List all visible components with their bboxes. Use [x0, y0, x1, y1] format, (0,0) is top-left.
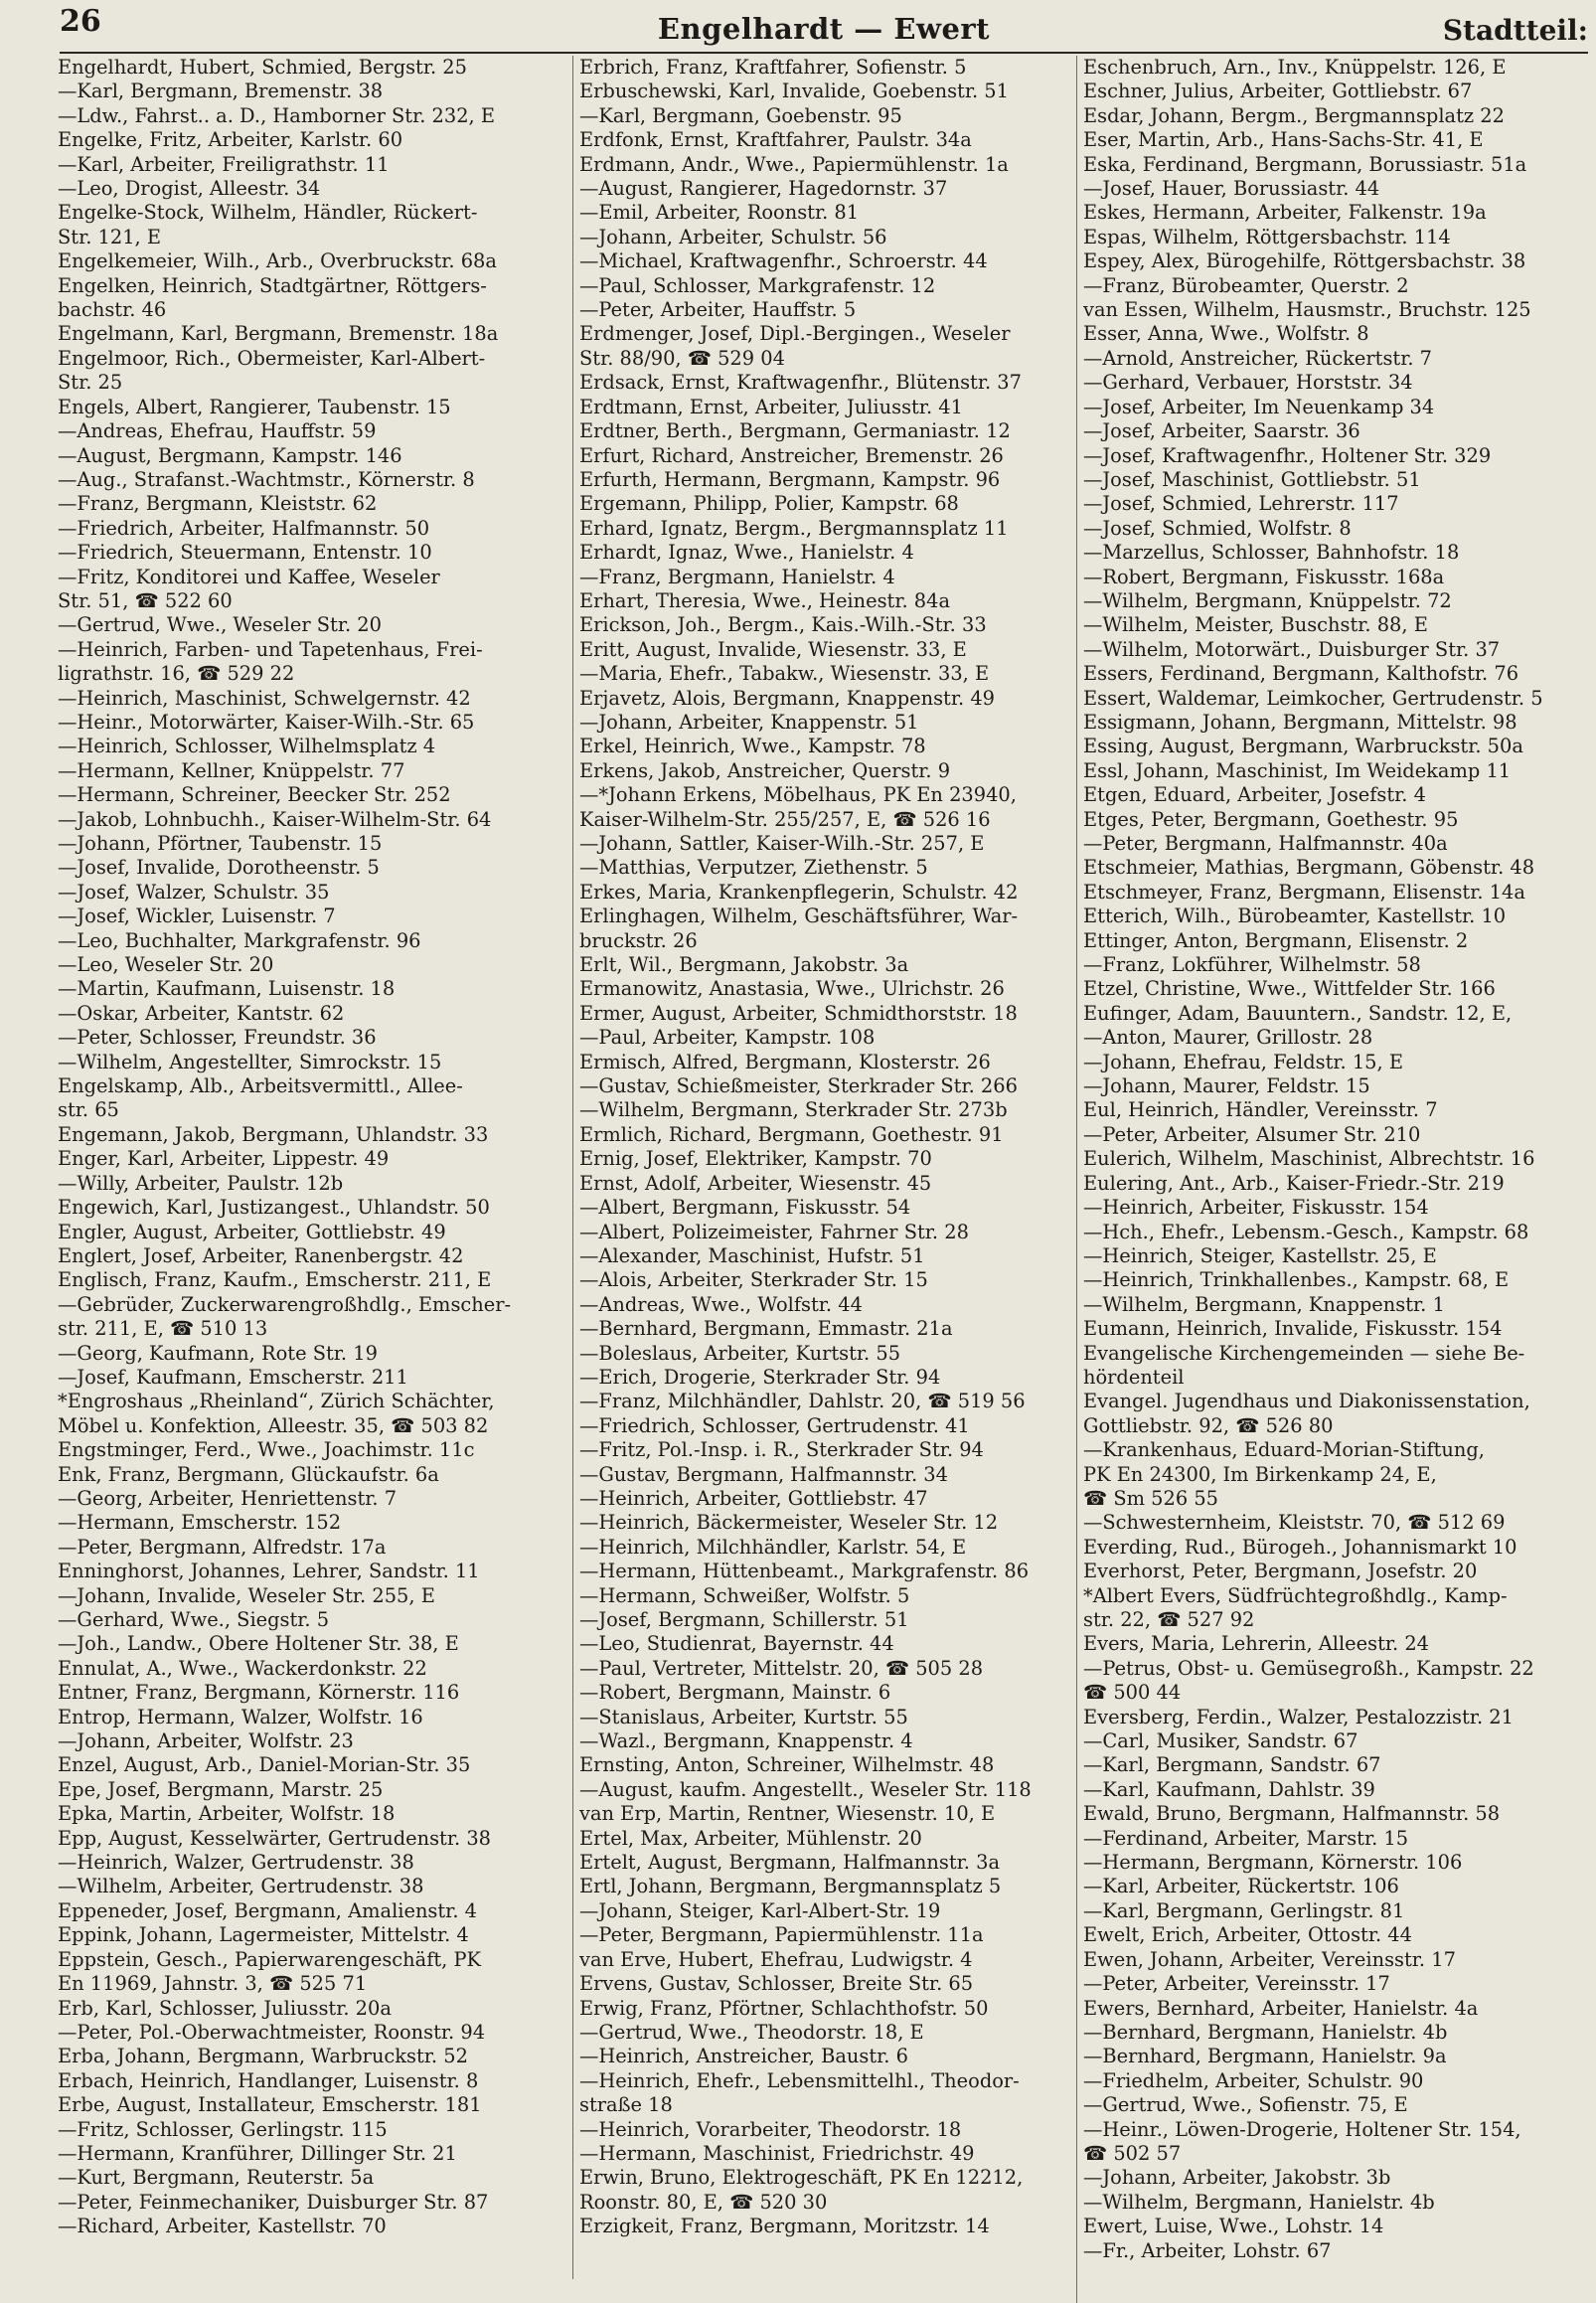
- directory-entry: —Leo, Studienrat, Bayernstr. 44: [579, 1632, 894, 1656]
- directory-entry: —Heinrich, Bäckermeister, Weseler Str. 12: [579, 1511, 999, 1535]
- directory-entry: Eppeneder, Josef, Bergmann, Amalienstr. 4: [58, 1898, 477, 1922]
- directory-entry: —Karl, Bergmann, Bremenstr. 38: [58, 80, 384, 103]
- directory-entry: —Josef, Wickler, Luisenstr. 7: [58, 905, 336, 928]
- directory-entry: —Peter, Arbeiter, Hauffstr. 5: [579, 298, 857, 322]
- directory-entry: Englisch, Franz, Kaufm., Emscherstr. 211, E: [58, 1268, 492, 1292]
- directory-entry: —Krankenhaus, Eduard-Morian-Stiftung,: [1083, 1438, 1485, 1462]
- directory-entry: Everhorst, Peter, Bergmann, Josefstr. 20: [1083, 1560, 1478, 1583]
- directory-entry: —Hermann, Kellner, Knüppelstr. 77: [58, 758, 405, 782]
- directory-entry: Enninghorst, Johannes, Lehrer, Sandstr. 11: [58, 1560, 480, 1583]
- directory-entry: Erbuschewski, Karl, Invalide, Goebenstr. 51: [579, 80, 1009, 103]
- directory-entry: ☎ 502 57: [1083, 2141, 1182, 2165]
- directory-entry: —Gertrud, Wwe., Weseler Str. 20: [58, 613, 382, 637]
- directory-entry: —Schwesternheim, Kleiststr. 70, ☎ 512 69: [1083, 1511, 1506, 1535]
- directory-entry: Engemann, Jakob, Bergmann, Uhlandstr. 33: [58, 1122, 489, 1146]
- directory-entry: Entrop, Hermann, Walzer, Wolfstr. 16: [58, 1705, 423, 1728]
- directory-entry: —Josef, Kraftwagenfhr., Holtener Str. 329: [1083, 443, 1492, 467]
- directory-entry: Etterich, Wilh., Bürobeamter, Kastellstr. 10: [1083, 905, 1507, 928]
- directory-entry: —Carl, Musiker, Sandstr. 67: [1083, 1729, 1358, 1753]
- directory-entry: Eversberg, Ferdin., Walzer, Pestalozzistr. 21: [1083, 1705, 1514, 1728]
- directory-entry: —Fritz, Konditorei und Kaffee, Weseler: [58, 565, 440, 588]
- directory-entry: —Johann, Pförtner, Taubenstr. 15: [58, 832, 383, 855]
- district-label: Stadtteil:: [1442, 14, 1588, 47]
- directory-entry: Str. 121, E: [58, 225, 162, 248]
- directory-entry: Engler, August, Arbeiter, Gottliebstr. 49: [58, 1220, 446, 1243]
- directory-entry: Erhart, Theresia, Wwe., Heinestr. 84a: [579, 588, 951, 612]
- directory-entry: Eschner, Julius, Arbeiter, Gottliebstr. 67: [1083, 80, 1473, 103]
- directory-entry: —Josef, Invalide, Dorotheenstr. 5: [58, 856, 380, 880]
- directory-entry: ligrathstr. 16, ☎ 529 22: [58, 662, 295, 686]
- directory-entry: —Jakob, Lohnbuchh., Kaiser-Wilhelm-Str. 64: [58, 807, 492, 831]
- directory-entry: Str. 88/90, ☎ 529 04: [579, 346, 785, 370]
- directory-entry: str. 211, E, ☎ 510 13: [58, 1317, 268, 1341]
- directory-entry: —Friedrich, Schlosser, Gertrudenstr. 41: [579, 1413, 970, 1437]
- directory-entry: Ernig, Josef, Elektriker, Kampstr. 70: [579, 1147, 932, 1171]
- directory-entry: Erbrich, Franz, Kraftfahrer, Sofienstr. 5: [579, 56, 967, 79]
- directory-entry: —Karl, Bergmann, Gerlingstr. 81: [1083, 1898, 1405, 1922]
- directory-entry: —Peter, Feinmechaniker, Duisburger Str. 87: [58, 2190, 489, 2214]
- directory-entry: Espey, Alex, Bürogehilfe, Röttgersbachstr. 38: [1083, 249, 1526, 273]
- directory-entry: Enger, Karl, Arbeiter, Lippestr. 49: [58, 1147, 390, 1171]
- directory-entry: Erkes, Maria, Krankenpflegerin, Schulstr. 42: [579, 880, 1019, 904]
- directory-entry: —Karl, Arbeiter, Rückertstr. 106: [1083, 1875, 1399, 1898]
- directory-entry: —Peter, Schlosser, Freundstr. 36: [58, 1026, 377, 1050]
- directory-entry: —Joh., Landw., Obere Holtener Str. 38, E: [58, 1632, 459, 1656]
- directory-entry: —Franz, Bergmann, Kleiststr. 62: [58, 492, 378, 516]
- directory-entry: —Albert, Bergmann, Fiskusstr. 54: [579, 1196, 911, 1220]
- directory-entry: —Peter, Bergmann, Halfmannstr. 40a: [1083, 832, 1448, 855]
- directory-entry: —Johann, Arbeiter, Knappenstr. 51: [579, 710, 919, 734]
- directory-entry: —Michael, Kraftwagenfhr., Schroerstr. 44: [579, 249, 988, 273]
- directory-entry: Ewen, Johann, Arbeiter, Vereinsstr. 17: [1083, 1947, 1456, 1971]
- directory-entry: —Josef, Arbeiter, Im Neuenkamp 34: [1083, 395, 1435, 418]
- directory-entry: Erwig, Franz, Pförtner, Schlachthofstr. 50: [579, 1996, 989, 2020]
- directory-entry: Esdar, Johann, Bergm., Bergmannsplatz 22: [1083, 103, 1505, 127]
- directory-entry: —Ferdinand, Arbeiter, Marstr. 15: [1083, 1826, 1409, 1850]
- directory-entry: —Heinrich, Arbeiter, Gottliebstr. 47: [579, 1486, 928, 1510]
- directory-entry: —Josef, Bergmann, Schillerstr. 51: [579, 1608, 909, 1631]
- directory-entry: Engelke-Stock, Wilhelm, Händler, Rückert-: [58, 201, 478, 225]
- directory-entry: En 11969, Jahnstr. 3, ☎ 525 71: [58, 1972, 368, 1996]
- directory-column-left: [58, 56, 564, 2239]
- directory-entry: —Peter, Bergmann, Alfredstr. 17a: [58, 1535, 387, 1559]
- directory-entry: —Marzellus, Schlosser, Bahnhofstr. 18: [1083, 541, 1460, 565]
- directory-entry: Engels, Albert, Rangierer, Taubenstr. 15: [58, 395, 451, 418]
- directory-entry: —Paul, Arbeiter, Kampstr. 108: [579, 1026, 876, 1050]
- directory-entry: —Josef, Walzer, Schulstr. 35: [58, 880, 330, 904]
- directory-entry: —August, kaufm. Angestellt., Weseler Str. 118: [579, 1777, 1032, 1801]
- directory-entry: Erhard, Ignatz, Bergm., Bergmannsplatz 11: [579, 516, 1009, 540]
- directory-entry: —Arnold, Anstreicher, Rückertstr. 7: [1083, 346, 1433, 370]
- directory-entry: —Peter, Arbeiter, Vereinsstr. 17: [1083, 1972, 1390, 1996]
- directory-entry: —Hch., Ehefr., Lebensm.-Gesch., Kampstr. 68: [1083, 1220, 1529, 1243]
- directory-entry: —Heinrich, Schlosser, Wilhelmsplatz 4: [58, 735, 436, 758]
- directory-entry: Erb, Karl, Schlosser, Juliusstr. 20a: [58, 1996, 392, 2020]
- directory-entry: Eul, Heinrich, Händler, Vereinsstr. 7: [1083, 1098, 1438, 1122]
- directory-entry: —Wilhelm, Angestellter, Simrockstr. 15: [58, 1050, 442, 1073]
- directory-entry: Erdtner, Berth., Bergmann, Germaniastr. 12: [579, 419, 1011, 443]
- directory-entry: Ertel, Max, Arbeiter, Mühlenstr. 20: [579, 1826, 922, 1850]
- directory-entry: Erwin, Bruno, Elektrogeschäft, PK En 12212,: [579, 2166, 1024, 2190]
- directory-entry: Enzel, August, Arb., Daniel-Morian-Str. 35: [58, 1753, 471, 1777]
- directory-entry: Erkens, Jakob, Anstreicher, Querstr. 9: [579, 758, 951, 782]
- directory-entry: —Emil, Arbeiter, Roonstr. 81: [579, 201, 860, 225]
- directory-entry: —Heinrich, Milchhändler, Karlstr. 54, E: [579, 1535, 967, 1559]
- directory-entry: Ertl, Johann, Bergmann, Bergmannsplatz 5: [579, 1875, 1002, 1898]
- directory-entry: Ewald, Bruno, Bergmann, Halfmannstr. 58: [1083, 1802, 1501, 1826]
- directory-entry: —Heinrich, Anstreicher, Baustr. 6: [579, 2045, 908, 2068]
- directory-entry: —Josef, Schmied, Lehrerstr. 117: [1083, 492, 1399, 516]
- directory-entry: str. 22, ☎ 527 92: [1083, 1608, 1255, 1631]
- directory-entry: —Wilhelm, Meister, Buschstr. 88, E: [1083, 613, 1428, 637]
- directory-entry: —Kurt, Bergmann, Reuterstr. 5a: [58, 2166, 375, 2190]
- directory-entry: Evangelische Kirchengemeinden — siehe Be-: [1083, 1341, 1525, 1365]
- directory-entry: —Johann, Maurer, Feldstr. 15: [1083, 1074, 1370, 1098]
- directory-entry: PK En 24300, Im Birkenkamp 24, E,: [1083, 1462, 1437, 1486]
- directory-entry: —Heinrich, Steiger, Kastellstr. 25, E: [1083, 1243, 1437, 1267]
- directory-entry: —Bernhard, Bergmann, Hanielstr. 9a: [1083, 2045, 1447, 2068]
- directory-entry: —Wilhelm, Bergmann, Hanielstr. 4b: [1083, 2190, 1435, 2214]
- directory-entry: —Heinrich, Walzer, Gertrudenstr. 38: [58, 1851, 414, 1875]
- directory-entry: —Gertrud, Wwe., Theodorstr. 18, E: [579, 2020, 924, 2044]
- directory-entry: Ewelt, Erich, Arbeiter, Ottostr. 44: [1083, 1923, 1412, 1947]
- directory-entry: Ervens, Gustav, Schlosser, Breite Str. 65: [579, 1972, 974, 1996]
- directory-entry: Erdmenger, Josef, Dipl.-Bergingen., Weseler: [579, 322, 1011, 346]
- directory-entry: Eska, Ferdinand, Bergmann, Borussiastr. 51a: [1083, 152, 1527, 176]
- directory-entry: Erlinghagen, Wilhelm, Geschäftsführer, War-: [579, 905, 1019, 928]
- directory-entry: —Johann, Sattler, Kaiser-Wilh.-Str. 257, E: [579, 832, 985, 855]
- directory-entry: —Alexander, Maschinist, Hufstr. 51: [579, 1243, 925, 1267]
- directory-entry: Everding, Rud., Bürogeh., Johannismarkt 10: [1083, 1535, 1517, 1559]
- directory-entry: Essl, Johann, Maschinist, Im Weidekamp 11: [1083, 758, 1512, 782]
- directory-entry: Engelmann, Karl, Bergmann, Bremenstr. 18a: [58, 322, 499, 346]
- directory-entry: Erdsack, Ernst, Kraftwagenfhr., Blütenstr. 37: [579, 371, 1022, 395]
- directory-entry: Erbach, Heinrich, Handlanger, Luisenstr. 8: [58, 2068, 479, 2092]
- directory-entry: Eskes, Hermann, Arbeiter, Falkenstr. 19a: [1083, 201, 1487, 225]
- directory-entry: Erfurth, Hermann, Bergmann, Kampstr. 96: [579, 467, 1001, 491]
- directory-entry: Entner, Franz, Bergmann, Körnerstr. 116: [58, 1681, 460, 1705]
- directory-entry: —Josef, Arbeiter, Saarstr. 36: [1083, 419, 1360, 443]
- directory-entry: —Franz, Milchhändler, Dahlstr. 20, ☎ 519 56: [579, 1390, 1026, 1413]
- directory-entry: —Josef, Schmied, Wolfstr. 8: [1083, 516, 1352, 540]
- directory-entry: —Fr., Arbeiter, Lohstr. 67: [1083, 2238, 1332, 2262]
- directory-entry: —Johann, Arbeiter, Jakobstr. 3b: [1083, 2166, 1391, 2190]
- directory-entry: —Johann, Steiger, Karl-Albert-Str. 19: [579, 1898, 941, 1922]
- directory-entry: Ennulat, A., Wwe., Wackerdonkstr. 22: [58, 1656, 427, 1680]
- directory-entry: Eser, Martin, Arb., Hans-Sachs-Str. 41, E: [1083, 128, 1484, 152]
- directory-entry: Erdfonk, Ernst, Kraftfahrer, Paulstr. 34a: [579, 128, 972, 152]
- directory-entry: —Johann, Ehefrau, Feldstr. 15, E: [1083, 1050, 1403, 1073]
- directory-entry: Ewert, Luise, Wwe., Lohstr. 14: [1083, 2215, 1384, 2238]
- directory-entry: Essers, Ferdinand, Bergmann, Kalthofstr. 76: [1083, 662, 1519, 686]
- directory-entry: —Petrus, Obst- u. Gemüsegroßh., Kampstr. 22: [1083, 1656, 1534, 1680]
- directory-entry: —Hermann, Bergmann, Körnerstr. 106: [1083, 1851, 1463, 1875]
- directory-entry: —Peter, Bergmann, Papiermühlenstr. 11a: [579, 1923, 984, 1947]
- directory-entry: Etges, Peter, Bergmann, Goethestr. 95: [1083, 807, 1459, 831]
- directory-entry: Eritt, August, Invalide, Wiesenstr. 33, E: [579, 637, 967, 661]
- directory-entry: —Friedrich, Steuermann, Entenstr. 10: [58, 541, 432, 565]
- directory-entry: —Anton, Maurer, Grillostr. 28: [1083, 1026, 1373, 1050]
- directory-entry: Erickson, Joh., Bergm., Kais.-Wilh.-Str. 33: [579, 613, 987, 637]
- directory-entry: Engelhardt, Hubert, Schmied, Bergstr. 25: [58, 56, 467, 79]
- directory-entry: —Wilhelm, Arbeiter, Gertrudenstr. 38: [58, 1875, 424, 1898]
- directory-entry: Erhardt, Ignaz, Wwe., Hanielstr. 4: [579, 541, 914, 565]
- directory-entry: hördenteil: [1083, 1365, 1185, 1389]
- directory-entry: Evangel. Jugendhaus und Diakonissenstation,: [1083, 1390, 1530, 1413]
- directory-entry: —Wilhelm, Motorwärt., Duisburger Str. 37: [1083, 637, 1501, 661]
- directory-entry: —Josef, Maschinist, Gottliebstr. 51: [1083, 467, 1421, 491]
- directory-entry: —Heinr., Löwen-Drogerie, Holtener Str. 154,: [1083, 2117, 1521, 2141]
- directory-entry: Kaiser-Wilhelm-Str. 255/257, E, ☎ 526 16: [579, 807, 991, 831]
- directory-entry: —Martin, Kaufmann, Luisenstr. 18: [58, 977, 396, 1001]
- directory-entry: —Hermann, Maschinist, Friedrichstr. 49: [579, 2141, 975, 2165]
- directory-entry: —Paul, Vertreter, Mittelstr. 20, ☎ 505 28: [579, 1656, 984, 1680]
- directory-entry: —Heinrich, Arbeiter, Fiskusstr. 154: [1083, 1196, 1429, 1220]
- directory-entry: —Franz, Bergmann, Hanielstr. 4: [579, 565, 895, 588]
- directory-entry: —Ldw., Fahrst.. a. D., Hamborner Str. 232, E: [58, 103, 496, 127]
- directory-entry: —Willy, Arbeiter, Paulstr. 12b: [58, 1171, 344, 1195]
- page-title: Engelhardt — Ewert: [657, 12, 991, 46]
- directory-entry: —Peter, Arbeiter, Alsumer Str. 210: [1083, 1122, 1421, 1146]
- directory-entry: —Stanislaus, Arbeiter, Kurtstr. 55: [579, 1705, 908, 1728]
- directory-entry: Eppstein, Gesch., Papierwarengeschäft, PK: [58, 1947, 482, 1971]
- directory-entry: —Fritz, Pol.-Insp. i. R., Sterkrader Str. 94: [579, 1438, 984, 1462]
- directory-column-right: [1083, 56, 1588, 2263]
- directory-entry: Engelken, Heinrich, Stadtgärtner, Röttgers-: [58, 273, 487, 297]
- directory-entry: Ertelt, August, Bergmann, Halfmannstr. 3a: [579, 1851, 1001, 1875]
- directory-entry: Engelkemeier, Wilh., Arb., Overbruckstr. 68a: [58, 249, 497, 273]
- directory-entry: Evers, Maria, Lehrerin, Alleestr. 24: [1083, 1632, 1430, 1656]
- directory-entry: Etschmeier, Mathias, Bergmann, Göbenstr. 48: [1083, 856, 1535, 880]
- directory-entry: Essing, August, Bergmann, Warbruckstr. 50a: [1083, 735, 1523, 758]
- directory-entry: —Gustav, Schießmeister, Sterkrader Str. 266: [579, 1074, 1018, 1098]
- directory-entry: Englert, Josef, Arbeiter, Ranenbergstr. 42: [58, 1243, 464, 1267]
- directory-entry: —Wilhelm, Bergmann, Knappenstr. 1: [1083, 1292, 1445, 1316]
- directory-entry: Gottliebstr. 92, ☎ 526 80: [1083, 1413, 1334, 1437]
- directory-entry: Eppink, Johann, Lagermeister, Mittelstr. 4: [58, 1923, 469, 1947]
- directory-entry: Essigmann, Johann, Bergmann, Mittelstr. 98: [1083, 710, 1517, 734]
- directory-entry: —Hermann, Hüttenbeamt., Markgrafenstr. 86: [579, 1560, 1030, 1583]
- directory-entry: —Gustav, Bergmann, Halfmannstr. 34: [579, 1462, 948, 1486]
- directory-entry: van Erp, Martin, Rentner, Wiesenstr. 10, E: [579, 1802, 996, 1826]
- directory-entry: —Heinrich, Ehefr., Lebensmittelhl., Theodor-: [579, 2068, 1020, 2092]
- directory-column-middle: [579, 56, 1086, 2239]
- directory-entry: bruckstr. 26: [579, 928, 698, 952]
- directory-entry: Epp, August, Kesselwärter, Gertrudenstr. 38: [58, 1826, 491, 1850]
- directory-entry: ☎ 500 44: [1083, 1681, 1182, 1705]
- directory-entry: —Wazl., Bergmann, Knappenstr. 4: [579, 1729, 913, 1753]
- directory-entry: *Albert Evers, Südfrüchtegroßhdlg., Kamp-: [1083, 1583, 1508, 1607]
- directory-entry: —Josef, Kaufmann, Emscherstr. 211: [58, 1365, 408, 1389]
- directory-entry: —Karl, Bergmann, Goebenstr. 95: [579, 103, 902, 127]
- directory-entry: —*Johann Erkens, Möbelhaus, PK En 23940,: [579, 783, 1017, 807]
- directory-entry: —Erich, Drogerie, Sterkrader Str. 94: [579, 1365, 941, 1389]
- directory-entry: Str. 25: [58, 371, 123, 395]
- directory-entry: *Engroshaus „Rheinland“, Zürich Schächter,: [58, 1390, 495, 1413]
- directory-entry: Ettinger, Anton, Bergmann, Elisenstr. 2: [1083, 928, 1469, 952]
- directory-entry: —Johann, Arbeiter, Wolfstr. 23: [58, 1729, 354, 1753]
- directory-entry: —Georg, Arbeiter, Henriettenstr. 7: [58, 1486, 398, 1510]
- directory-entry: Epe, Josef, Bergmann, Marstr. 25: [58, 1777, 384, 1801]
- directory-entry: Engstminger, Ferd., Wwe., Joachimstr. 11c: [58, 1438, 475, 1462]
- directory-entry: —Albert, Polizeimeister, Fahrner Str. 28: [579, 1220, 969, 1243]
- directory-entry: Erba, Johann, Bergmann, Warbruckstr. 52: [58, 2045, 468, 2068]
- directory-entry: —Heinrich, Farben- und Tapetenhaus, Frei-: [58, 637, 483, 661]
- directory-entry: Etzel, Christine, Wwe., Wittfelder Str. 166: [1083, 977, 1496, 1001]
- directory-entry: —Johann, Invalide, Weseler Str. 255, E: [58, 1583, 435, 1607]
- directory-entry: —August, Rangierer, Hagedornstr. 37: [579, 177, 948, 201]
- directory-entry: Essert, Waldemar, Leimkocher, Gertrudenstr. 5: [1083, 686, 1543, 710]
- directory-entry: Erdtmann, Ernst, Arbeiter, Juliusstr. 41: [579, 395, 963, 418]
- directory-entry: Eschenbruch, Arn., Inv., Knüppelstr. 126, E: [1083, 56, 1507, 79]
- directory-entry: —Andreas, Ehefrau, Hauffstr. 59: [58, 419, 377, 443]
- directory-entry: —Matthias, Verputzer, Ziethenstr. 5: [579, 856, 928, 880]
- directory-entry: Ewers, Bernhard, Arbeiter, Hanielstr. 4a: [1083, 1996, 1479, 2020]
- directory-entry: —Gerhard, Wwe., Siegstr. 5: [58, 1608, 330, 1631]
- directory-entry: straße 18: [579, 2093, 673, 2117]
- directory-entry: Etgen, Eduard, Arbeiter, Josefstr. 4: [1083, 783, 1426, 807]
- directory-entry: Ermlich, Richard, Bergmann, Goethestr. 91: [579, 1122, 1004, 1146]
- directory-entry: Eufinger, Adam, Bauuntern., Sandstr. 12, E,: [1083, 1001, 1513, 1025]
- directory-entry: str. 65: [58, 1098, 119, 1122]
- directory-entry: Eulering, Ant., Arb., Kaiser-Friedr.-Str. 219: [1083, 1171, 1505, 1195]
- directory-entry: van Erve, Hubert, Ehefrau, Ludwigstr. 4: [579, 1947, 973, 1971]
- directory-entry: Ermisch, Alfred, Bergmann, Klosterstr. 26: [579, 1050, 991, 1073]
- directory-entry: Etschmeyer, Franz, Bergmann, Elisenstr. 14a: [1083, 880, 1525, 904]
- directory-entry: —Heinrich, Maschinist, Schwelgernstr. 42: [58, 686, 471, 710]
- directory-entry: —Gebrüder, Zuckerwarengroßhdlg., Emscher-: [58, 1292, 512, 1316]
- directory-entry: —Gertrud, Wwe., Sofienstr. 75, E: [1083, 2093, 1408, 2117]
- directory-entry: Erlt, Wil., Bergmann, Jakobstr. 3a: [579, 953, 909, 977]
- directory-entry: Engewich, Karl, Justizangest., Uhlandstr. 50: [58, 1196, 490, 1220]
- directory-entry: Engelke, Fritz, Arbeiter, Karlstr. 60: [58, 128, 403, 152]
- directory-entry: —Oskar, Arbeiter, Kantstr. 62: [58, 1001, 345, 1025]
- directory-entry: —Robert, Bergmann, Fiskusstr. 168a: [1083, 565, 1445, 588]
- directory-entry: Erfurt, Richard, Anstreicher, Bremenstr. 26: [579, 443, 1004, 467]
- directory-entry: Möbel u. Konfektion, Alleestr. 35, ☎ 503 82: [58, 1413, 489, 1437]
- directory-entry: Str. 51, ☎ 522 60: [58, 588, 233, 612]
- directory-entry: van Essen, Wilhelm, Hausmstr., Bruchstr. 125: [1083, 298, 1531, 322]
- directory-entry: Erdmann, Andr., Wwe., Papiermühlenstr. 1a: [579, 152, 1009, 176]
- directory-entry: —Paul, Schlosser, Markgrafenstr. 12: [579, 273, 936, 297]
- directory-entry: Ernst, Adolf, Arbeiter, Wiesenstr. 45: [579, 1171, 932, 1195]
- directory-entry: —Boleslaus, Arbeiter, Kurtstr. 55: [579, 1341, 901, 1365]
- directory-entry: Engelskamp, Alb., Arbeitsvermittl., Allee-: [58, 1074, 463, 1098]
- directory-entry: —Leo, Weseler Str. 20: [58, 953, 274, 977]
- directory-entry: Ernsting, Anton, Schreiner, Wilhelmstr. 48: [579, 1753, 995, 1777]
- directory-entry: —Bernhard, Bergmann, Hanielstr. 4b: [1083, 2020, 1448, 2044]
- directory-entry: —Friedhelm, Arbeiter, Schulstr. 90: [1083, 2068, 1424, 2092]
- directory-entry: —Heinrich, Trinkhallenbes., Kampstr. 68, E: [1083, 1268, 1510, 1292]
- directory-entry: —Alois, Arbeiter, Sterkrader Str. 15: [579, 1268, 928, 1292]
- directory-entry: Ermanowitz, Anastasia, Wwe., Ulrichstr. 26: [579, 977, 1005, 1001]
- directory-entry: Eumann, Heinrich, Invalide, Fiskusstr. 154: [1083, 1317, 1503, 1341]
- directory-entry: —Hermann, Emscherstr. 152: [58, 1511, 342, 1535]
- directory-entry: Epka, Martin, Arbeiter, Wolfstr. 18: [58, 1802, 396, 1826]
- directory-entry: —Hermann, Schreiner, Beecker Str. 252: [58, 783, 451, 807]
- directory-entry: —Heinrich, Vorarbeiter, Theodorstr. 18: [579, 2117, 962, 2141]
- directory-entry: Enk, Franz, Bergmann, Glückaufstr. 6a: [58, 1462, 439, 1486]
- directory-entry: —Wilhelm, Bergmann, Sterkrader Str. 273b: [579, 1098, 1008, 1122]
- directory-entry: —Andreas, Wwe., Wolfstr. 44: [579, 1292, 863, 1316]
- directory-entry: —Georg, Kaufmann, Rote Str. 19: [58, 1341, 378, 1365]
- directory-entry: Erjavetz, Alois, Bergmann, Knappenstr. 49: [579, 686, 995, 710]
- directory-entry: —Bernhard, Bergmann, Emmastr. 21a: [579, 1317, 953, 1341]
- directory-entry: Espas, Wilhelm, Röttgersbachstr. 114: [1083, 225, 1451, 248]
- directory-entry: —Leo, Buchhalter, Markgrafenstr. 96: [58, 928, 421, 952]
- directory-entry: Ergemann, Philipp, Polier, Kampstr. 68: [579, 492, 959, 516]
- directory-entry: bachstr. 46: [58, 298, 167, 322]
- directory-entry: —Robert, Bergmann, Mainstr. 6: [579, 1681, 891, 1705]
- directory-entry: —Fritz, Schlosser, Gerlingstr. 115: [58, 2117, 388, 2141]
- directory-entry: —Maria, Ehefr., Tabakw., Wiesenstr. 33, E: [579, 662, 990, 686]
- directory-entry: —Gerhard, Verbauer, Horststr. 34: [1083, 371, 1413, 395]
- directory-entry: Eulerich, Wilhelm, Maschinist, Albrechtstr. 16: [1083, 1147, 1535, 1171]
- directory-entry: —Leo, Drogist, Alleestr. 34: [58, 177, 321, 201]
- directory-entry: —Aug., Strafanst.-Wachtmstr., Körnerstr. 8: [58, 467, 475, 491]
- directory-entry: —Friedrich, Arbeiter, Halfmannstr. 50: [58, 516, 430, 540]
- directory-entry: —Johann, Arbeiter, Schulstr. 56: [579, 225, 887, 248]
- directory-entry: —Franz, Bürobeamter, Querstr. 2: [1083, 273, 1409, 297]
- directory-entry: Roonstr. 80, E, ☎ 520 30: [579, 2190, 828, 2214]
- directory-entry: —Karl, Kaufmann, Dahlstr. 39: [1083, 1777, 1375, 1801]
- page-header: [60, 0, 1588, 54]
- directory-entry: —Hermann, Schweißer, Wolfstr. 5: [579, 1583, 910, 1607]
- directory-entry: —Richard, Arbeiter, Kastellstr. 70: [58, 2215, 387, 2238]
- directory-entry: —Karl, Arbeiter, Freiligrathstr. 11: [58, 152, 390, 176]
- directory-entry: —Hermann, Kranführer, Dillinger Str. 21: [58, 2141, 457, 2165]
- directory-entry: —Heinr., Motorwärter, Kaiser-Wilh.-Str. 65: [58, 710, 475, 734]
- directory-entry: —Peter, Pol.-Oberwachtmeister, Roonstr. 94: [58, 2020, 486, 2044]
- directory-entry: —Josef, Hauer, Borussiastr. 44: [1083, 177, 1380, 201]
- directory-entry: Erkel, Heinrich, Wwe., Kampstr. 78: [579, 735, 926, 758]
- directory-entry: Esser, Anna, Wwe., Wolfstr. 8: [1083, 322, 1369, 346]
- directory-entry: —Karl, Bergmann, Sandstr. 67: [1083, 1753, 1381, 1777]
- directory-entry: —August, Bergmann, Kampstr. 146: [58, 443, 402, 467]
- page-number: 26: [60, 4, 101, 39]
- directory-entry: Erbe, August, Installateur, Emscherstr. 181: [58, 2093, 482, 2117]
- directory-entry: —Wilhelm, Bergmann, Knüppelstr. 72: [1083, 588, 1452, 612]
- directory-entry: —Franz, Lokführer, Wilhelmstr. 58: [1083, 953, 1421, 977]
- directory-entry: Erzigkeit, Franz, Bergmann, Moritzstr. 14: [579, 2215, 990, 2238]
- directory-entry: Engelmoor, Rich., Obermeister, Karl-Albert-: [58, 346, 486, 370]
- directory-entry: ☎ Sm 526 55: [1083, 1486, 1218, 1510]
- directory-entry: Ermer, August, Arbeiter, Schmidthorststr. 18: [579, 1001, 1018, 1025]
